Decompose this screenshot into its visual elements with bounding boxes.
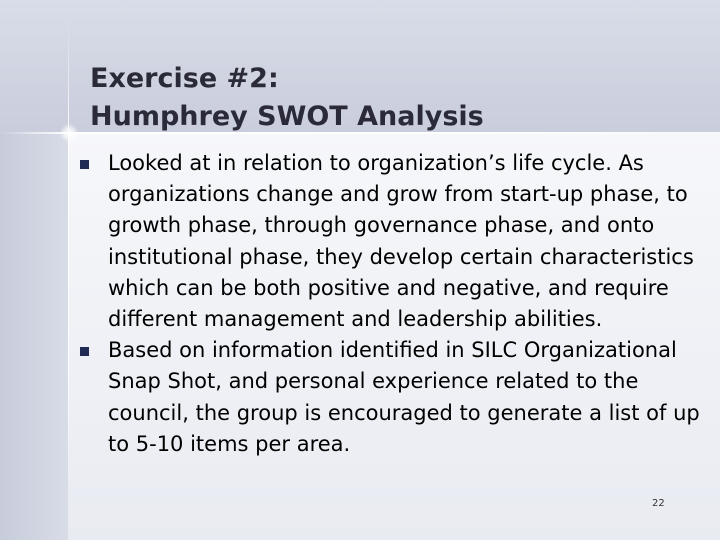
bullet-item — [78, 335, 708, 460]
square-bullet-icon — [80, 160, 89, 169]
slide-title — [90, 60, 650, 136]
bullet-text: Looked at in relation to organization’s life cycle. As organizations change and grow from start-up phase, to growth phase, through governance phase, and onto institutional phase, they develop certain characteristics which can be both positive and negative, and require different management and leadership abilities. — [108, 151, 694, 332]
page-number: 22 — [652, 498, 665, 509]
title-line-1: Exercise #2: — [90, 63, 279, 94]
bullet-list — [78, 148, 708, 460]
bullet-text: Based on information identified in SILC Organizational Snap Shot, and personal experience related to the council, the group is encouraged to generate a list of up to 5-10 items per area. — [108, 338, 700, 456]
sparkle-accent-icon — [60, 124, 78, 142]
bullet-item — [78, 148, 708, 335]
vertical-accent-line — [68, 18, 69, 488]
left-band-background — [0, 132, 68, 540]
square-bullet-icon — [80, 347, 89, 356]
title-line-2: Humphrey SWOT Analysis — [90, 101, 484, 132]
